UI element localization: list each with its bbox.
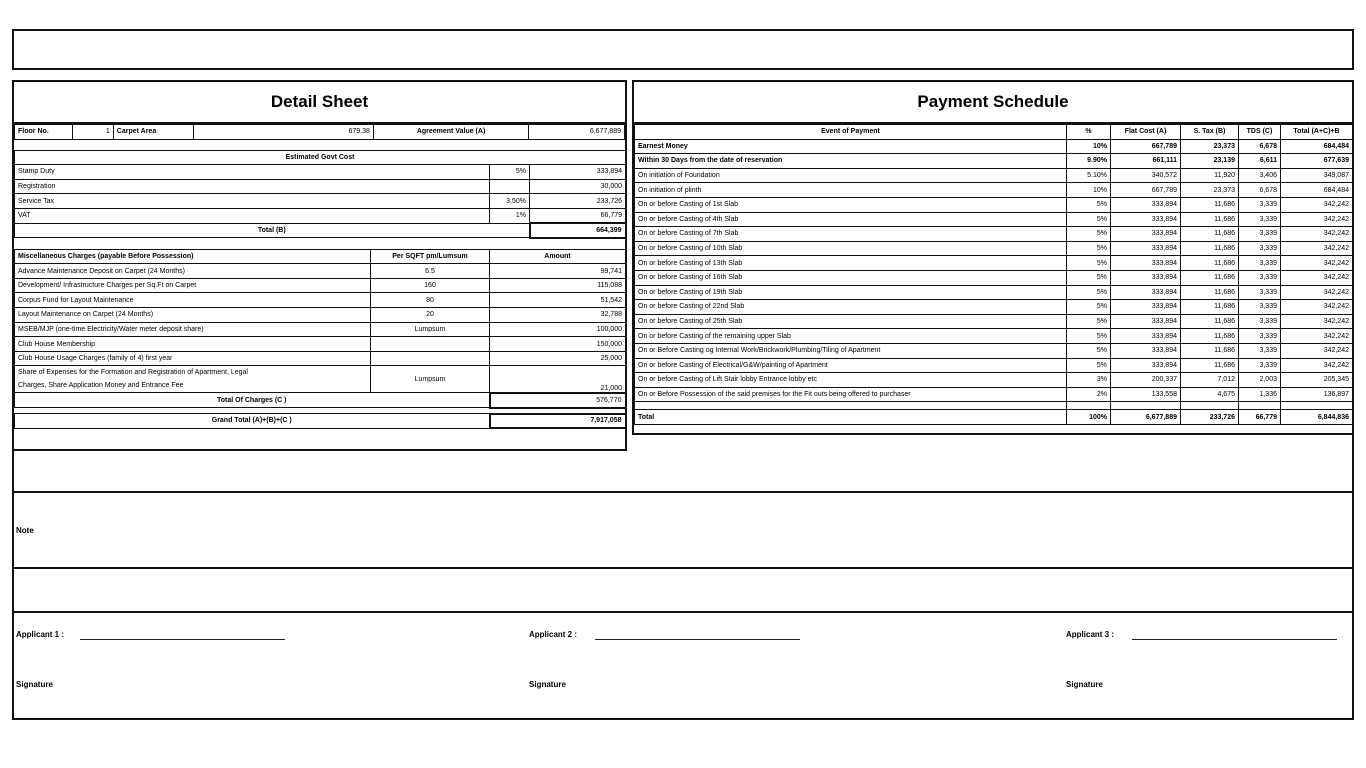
misc-charges-table [14,249,627,429]
table-row: Corpus Fund for Layout Maintenance 80 51,542 [15,293,626,308]
misc-header-label: Miscellaneous Charges (payable Before Possession) [15,249,371,264]
applicant-3-line [1132,639,1337,640]
table-row: Development/ Infrastructure Charges per Sq.Ft on Carpet 160 115,088 [15,278,626,293]
misc-total-value: 576,770 [490,393,626,408]
table-row: Layout Maintenance on Carpet (24 Months) 20 32,788 [15,308,626,323]
detail-sheet-title: Detail Sheet [14,82,625,124]
table-row: Within 30 Days from the date of reservation 9.90% 661,111 23,139 6,611 677,639 [635,154,1353,169]
table-row: On or Before Casting og Internal Work/Brickwork/Plumbing/Tiling of Apartment 5% 333,894 11,686 3,339 342,242 [635,343,1353,358]
payment-schedule-title: Payment Schedule [634,82,1352,124]
govt-cost-header: Estimated Govt Cost [15,150,626,165]
agreement-value: 6,677,889 [529,125,625,140]
misc-header-amount: Amount [490,249,626,264]
table-row: Earnest Money 10% 667,789 23,373 6,678 684,484 [635,139,1353,154]
divider [12,611,1354,613]
table-row: On or before Casting of 1st Slab 5% 333,894 11,686 3,339 342,242 [635,197,1353,212]
floor-label: Floor No. [15,125,73,140]
floor-value: 1 [73,125,113,140]
table-row: On or before Casting of 16th Slab 5% 333,894 11,686 3,339 342,242 [635,270,1353,285]
payment-table [634,124,1353,425]
table-row: On initiation of Foundation 5.10% 340,572 11,920 3,406 349,087 [635,168,1353,183]
detail-info-table [14,124,625,140]
govt-total-label: Total (B) [15,223,530,238]
applicant-3-label: Applicant 3 : [1066,630,1115,639]
table-row: On or before Casting of 13th Slab 5% 333,894 11,686 3,339 342,242 [635,256,1353,271]
divider [12,491,1354,493]
table-row: MSEB/MJP (one-time Electricity/Water meter deposit share) Lumpsum 100,000 [15,322,626,337]
govt-cost-table [14,150,627,239]
grand-total-value: 7,917,058 [490,414,626,429]
misc-total-label: Total Of Charges (C ) [15,393,490,408]
agreement-label: Agreement Value (A) [373,125,528,140]
table-row: Service Tax 3.50% 233,726 [15,194,626,209]
carpet-value: 679.38 [194,125,373,140]
table-row: On or Before Possession of the said premises for the Fit outs being offered to purchaser 2% 133,558 4,675 1,336 136,897 [635,387,1353,402]
govt-total-value: 664,399 [530,223,626,238]
table-row: On or before Casting of 19th Slab 5% 333,894 11,686 3,339 342,242 [635,285,1353,300]
applicant-1-label: Applicant 1 : [16,630,65,639]
applicant-1-line [80,639,285,640]
table-row: Club House Usage Charges (family of 4) first year 25,000 [15,351,626,366]
table-row: On or before Casting of 22nd Slab 5% 333,894 11,686 3,339 342,242 [635,300,1353,315]
signature-2-label: Signature [529,680,566,689]
table-row: Advance Maintenance Deposit on Carpet (24 Months) 6.5 99,741 [15,264,626,279]
table-row: On or before Casting of Lift Stair lobby Entrance lobby etc 3% 200,337 7,012 2,003 205,345 [635,373,1353,388]
table-row: On or before Casting of 25th Slab 5% 333,894 11,686 3,339 342,242 [635,314,1353,329]
table-row: Stamp Duty 5% 333,894 [15,165,626,180]
table-row: On or before Casting of the remaining upper Slab 5% 333,894 11,686 3,339 342,242 [635,329,1353,344]
table-row: Registration 30,000 [15,179,626,194]
table-row: On or before Casting of Electrical/G&W/painting of Apartment 5% 333,894 11,686 3,339 342,242 [635,358,1353,373]
misc-header-rate: Per SQFT pm/Lumsum [371,249,490,264]
table-row: On or before Casting of 4th Slab 5% 333,894 11,686 3,339 342,242 [635,212,1353,227]
header-blank-box [12,29,1354,70]
blank-row [635,402,1353,410]
table-row: On initiation of plinth 10% 667,789 23,373 6,678 684,484 [635,183,1353,198]
payment-total-row: Total 100% 6,677,889 233,726 66,779 6,844,836 [635,410,1353,425]
applicant-2-label: Applicant 2 : [529,630,578,639]
note-label: Note [16,526,34,535]
table-row: On or before Casting of 10th Slab 5% 333,894 11,686 3,339 342,242 [635,241,1353,256]
divider [12,567,1354,569]
detail-sheet [12,80,627,451]
payment-schedule [632,80,1354,435]
carpet-label: Carpet Area [113,125,194,140]
table-row: On or before Casting of 7th Slab 5% 333,894 11,686 3,339 342,242 [635,227,1353,242]
signature-3-label: Signature [1066,680,1103,689]
payment-header-row: Event of Payment % Flat Cost (A) S. Tax (B) TDS (C) Total (A+C)+B [635,125,1353,140]
signature-1-label: Signature [16,680,53,689]
table-row: Share of Expenses for the Formation and Registration of Apartment, Legal Charges, Share Application Money and Entrance Fee Lumpsum 21,000 [15,366,626,393]
grand-total-label: Grand Total (A)+(B)+(C ) [15,414,490,429]
applicant-2-line [595,639,800,640]
table-row: Club House Membership 150,000 [15,337,626,352]
table-row: VAT 1% 66,779 [15,208,626,223]
